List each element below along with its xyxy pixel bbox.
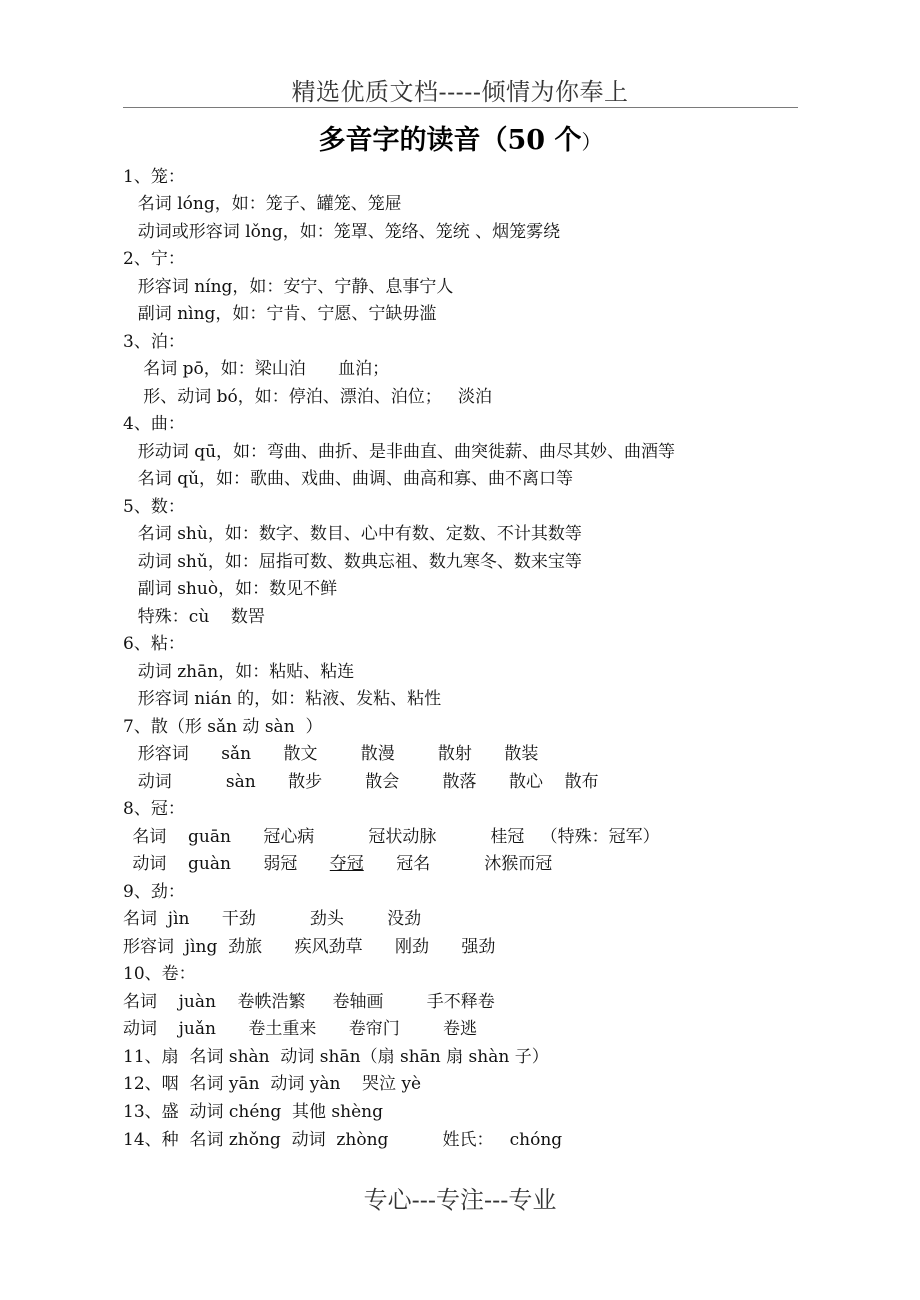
text-line: 7、散（形 sǎn 动 sàn ）	[123, 717, 323, 737]
text-line: 动词或形容词 lǒng，如：笼罩、笼络、笼统 、烟笼雾绕	[127, 222, 561, 242]
underlined-term: 夺冠	[329, 854, 364, 874]
document-title	[0, 118, 920, 157]
text-line: 形容词 sǎn 散文 散漫 散射 散装	[127, 744, 539, 764]
title-close-paren: ）	[581, 130, 602, 154]
text-line: 动词 zhān，如：粘贴、粘连	[127, 662, 355, 682]
text-line: 6、粘：	[123, 634, 185, 654]
text-line: 12、咽 名词 yān 动词 yàn 哭泣 yè	[123, 1074, 422, 1094]
text-line: 形动词 qū，如：弯曲、曲折、是非曲直、曲突徙薪、曲尽其妙、曲酒等	[127, 442, 676, 462]
text-line: 2、宁：	[123, 249, 185, 269]
text-line: 名词 shù，如：数字、数目、心中有数、定数、不计其数等	[127, 524, 582, 544]
text-line: 3、泊：	[123, 332, 185, 352]
text-line: 14、种 名词 zhǒng 动词 zhòng 姓氏： chóng	[123, 1130, 563, 1150]
text-line: 形、动词 bó，如：停泊、漂泊、泊位； 淡泊	[127, 387, 492, 407]
text-line: 1、笼：	[123, 167, 185, 187]
text-line: 动词 shǔ，如：屈指可数、数典忘祖、数九寒冬、数来宝等	[127, 552, 582, 572]
text-line: 名词 qǔ，如：歌曲、戏曲、曲调、曲高和寡、曲不离口等	[127, 469, 574, 489]
page-footer: 专心---专注---专业	[363, 1186, 557, 1214]
text-line: 13、盛 动词 chéng 其他 shèng	[123, 1102, 383, 1122]
text-line: 动词 juǎn 卷土重来 卷帘门 卷逃	[123, 1019, 477, 1039]
title-text: 多音字的读音（50 个	[318, 125, 582, 156]
text-line: 8、冠：	[123, 799, 185, 819]
text-line: 名词 jìn 干劲 劲头 没劲	[123, 909, 422, 929]
text-line: 特殊：cù 数罟	[127, 607, 265, 627]
text-line: 9、劲：	[123, 882, 185, 902]
text-line: 名词 pō，如：梁山泊 血泊；	[127, 359, 390, 379]
text-line: 动词 sàn 散步 散会 散落 散心 散布	[127, 772, 599, 792]
text-line: 动词 guàn 弱冠 夺冠 冠名 沐猴而冠	[127, 854, 553, 874]
text-line: 形容词 nián 的，如：粘液、发粘、粘性	[127, 689, 442, 709]
text-line: 副词 nìng，如：宁肯、宁愿、宁缺毋滥	[127, 304, 437, 324]
text-line: 副词 shuò，如：数见不鲜	[127, 579, 338, 599]
text-line: 形容词 níng，如：安宁、宁静、息事宁人	[127, 277, 454, 297]
text-line: 形容词 jìng 劲旅 疾风劲草 刚劲 强劲	[123, 937, 496, 957]
header-divider	[123, 107, 798, 108]
text-line: 名词 guān 冠心病 冠状动脉 桂冠 （特殊：冠军）	[127, 827, 660, 847]
page-header: 精选优质文档-----倾情为你奉上	[291, 78, 629, 106]
text-line: 11、扇 名词 shàn 动词 shān（扇 shān 扇 shàn 子）	[123, 1047, 549, 1067]
text-line: 5、数：	[123, 497, 185, 517]
text-line: 名词 juàn 卷帙浩繁 卷轴画 手不释卷	[123, 992, 495, 1012]
text-line: 10、卷：	[123, 964, 196, 984]
text-line: 4、曲：	[123, 414, 185, 434]
text-line: 名词 lóng，如：笼子、罐笼、笼屉	[127, 194, 402, 214]
